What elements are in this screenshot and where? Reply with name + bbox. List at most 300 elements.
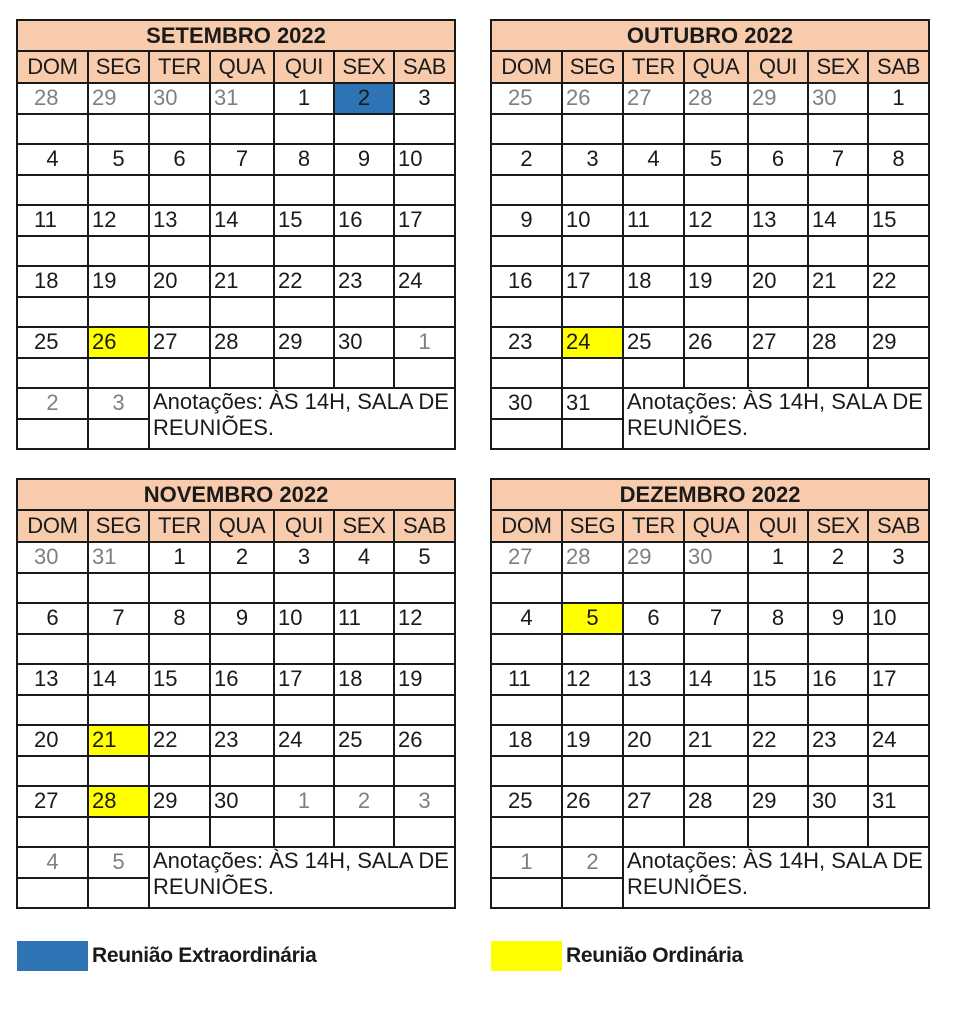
day-cell: 23 (808, 725, 868, 756)
day-cell: 7 (210, 144, 274, 175)
day-cell: 30 (684, 542, 748, 573)
weekday-header: SEX (808, 51, 868, 83)
day-cell: 17 (394, 205, 455, 236)
day-note-cell (868, 236, 929, 267)
day-note-cell (149, 817, 210, 848)
day-note-cell (334, 236, 394, 267)
day-note-cell (684, 358, 748, 389)
day-note-cell (868, 695, 929, 726)
day-note-cell (868, 175, 929, 206)
day-cell: 7 (88, 603, 149, 634)
day-note-cell (17, 695, 88, 726)
day-cell-ordinary: 28 (88, 786, 149, 817)
day-note-cell (623, 573, 684, 604)
day-cell: 23 (491, 327, 562, 358)
day-cell: 29 (623, 542, 684, 573)
day-note-cell (394, 634, 455, 665)
day-cell: 11 (623, 205, 684, 236)
day-note-cell (748, 817, 808, 848)
day-note-cell (623, 358, 684, 389)
day-note-cell (808, 175, 868, 206)
legend-extraordinary (17, 941, 316, 971)
day-cell: 28 (562, 542, 623, 573)
day-note-cell (88, 175, 149, 206)
day-cell: 4 (491, 603, 562, 634)
day-cell: 22 (868, 266, 929, 297)
weekday-header: QUA (210, 510, 274, 542)
day-note-cell (17, 573, 88, 604)
day-note-cell (274, 175, 334, 206)
day-cell: 6 (149, 144, 210, 175)
day-note-cell (491, 358, 562, 389)
day-note-cell (17, 175, 88, 206)
day-note-cell (562, 358, 623, 389)
day-cell: 4 (334, 542, 394, 573)
weekday-header: DOM (17, 51, 88, 83)
day-note-cell (210, 634, 274, 665)
day-note-cell (17, 358, 88, 389)
day-note-cell (562, 236, 623, 267)
day-note-cell (684, 175, 748, 206)
day-note-cell (623, 817, 684, 848)
day-cell: 10 (394, 144, 455, 175)
day-cell: 15 (274, 205, 334, 236)
day-note-cell (684, 817, 748, 848)
day-cell: 1 (274, 786, 334, 817)
day-note-cell (623, 175, 684, 206)
day-cell: 19 (88, 266, 149, 297)
day-note-cell (394, 236, 455, 267)
day-cell: 22 (149, 725, 210, 756)
day-cell: 28 (808, 327, 868, 358)
day-cell-ordinary: 5 (562, 603, 623, 634)
day-note-cell (274, 756, 334, 787)
day-note-cell (88, 573, 149, 604)
weekday-header: SAB (394, 510, 455, 542)
calendar-grid (490, 478, 930, 909)
day-note-cell (748, 236, 808, 267)
day-cell: 3 (274, 542, 334, 573)
notes-cell: Anotações: ÀS 14H, SALA DE REUNIÕES. (623, 847, 929, 908)
day-note-cell (808, 817, 868, 848)
day-note-cell (88, 114, 149, 145)
day-note-cell (334, 695, 394, 726)
day-cell: 11 (491, 664, 562, 695)
day-note-cell (748, 358, 808, 389)
day-cell: 3 (562, 144, 623, 175)
day-note-cell (210, 236, 274, 267)
day-cell: 30 (808, 786, 868, 817)
day-cell: 27 (491, 542, 562, 573)
day-cell: 3 (868, 542, 929, 573)
day-note-cell (623, 634, 684, 665)
weekday-header: DOM (491, 51, 562, 83)
day-cell: 18 (17, 266, 88, 297)
day-note-cell (684, 236, 748, 267)
day-note-cell (491, 297, 562, 328)
weekday-header: SEG (562, 51, 623, 83)
day-note-cell (88, 634, 149, 665)
day-note-cell (88, 358, 149, 389)
day-cell: 1 (149, 542, 210, 573)
day-note-cell (88, 878, 149, 909)
day-cell: 28 (17, 83, 88, 114)
day-note-cell (394, 695, 455, 726)
weekday-header: SAB (868, 510, 929, 542)
day-cell: 14 (88, 664, 149, 695)
day-cell: 25 (623, 327, 684, 358)
day-cell: 1 (394, 327, 455, 358)
day-cell: 23 (210, 725, 274, 756)
day-cell: 29 (868, 327, 929, 358)
day-cell: 9 (334, 144, 394, 175)
day-note-cell (748, 175, 808, 206)
day-cell: 27 (623, 786, 684, 817)
day-note-cell (17, 817, 88, 848)
day-note-cell (623, 297, 684, 328)
day-note-cell (808, 114, 868, 145)
weekday-header: QUI (748, 510, 808, 542)
day-note-cell (274, 297, 334, 328)
day-cell: 3 (394, 83, 455, 114)
day-note-cell (491, 878, 562, 909)
day-cell-ordinary: 21 (88, 725, 149, 756)
day-cell: 14 (684, 664, 748, 695)
day-note-cell (491, 695, 562, 726)
day-note-cell (334, 634, 394, 665)
day-cell: 2 (17, 388, 88, 419)
day-note-cell (491, 817, 562, 848)
day-cell: 25 (17, 327, 88, 358)
day-cell: 19 (684, 266, 748, 297)
weekday-header: TER (623, 51, 684, 83)
weekday-header: SAB (394, 51, 455, 83)
day-note-cell (808, 236, 868, 267)
day-note-cell (274, 573, 334, 604)
weekday-header: QUI (274, 510, 334, 542)
day-cell: 5 (88, 847, 149, 878)
day-note-cell (394, 297, 455, 328)
legend-extraordinary-label: Reunião Extraordinária (92, 944, 317, 967)
day-note-cell (748, 634, 808, 665)
day-cell: 30 (808, 83, 868, 114)
day-note-cell (562, 175, 623, 206)
extraordinary-color-swatch (17, 941, 88, 971)
day-note-cell (149, 634, 210, 665)
day-cell: 11 (334, 603, 394, 634)
day-cell: 31 (88, 542, 149, 573)
weekday-header: QUI (274, 51, 334, 83)
day-cell: 16 (334, 205, 394, 236)
legend-ordinary (491, 941, 743, 971)
month-title: SETEMBRO 2022 (17, 20, 455, 51)
day-cell: 7 (808, 144, 868, 175)
day-cell: 21 (684, 725, 748, 756)
day-note-cell (394, 756, 455, 787)
day-cell: 2 (491, 144, 562, 175)
day-note-cell (210, 114, 274, 145)
day-note-cell (17, 297, 88, 328)
day-note-cell (88, 419, 149, 450)
calendar-dezembro (490, 478, 928, 909)
day-cell: 9 (491, 205, 562, 236)
day-note-cell (149, 297, 210, 328)
day-cell: 20 (623, 725, 684, 756)
day-note-cell (17, 114, 88, 145)
day-note-cell (394, 573, 455, 604)
day-cell: 17 (562, 266, 623, 297)
day-note-cell (334, 297, 394, 328)
day-cell: 25 (491, 786, 562, 817)
day-note-cell (748, 756, 808, 787)
day-cell: 19 (562, 725, 623, 756)
day-note-cell (868, 756, 929, 787)
day-note-cell (808, 634, 868, 665)
day-note-cell (748, 695, 808, 726)
day-cell: 24 (394, 266, 455, 297)
day-note-cell (684, 756, 748, 787)
day-note-cell (562, 878, 623, 909)
day-cell: 18 (623, 266, 684, 297)
day-cell: 13 (149, 205, 210, 236)
weekday-header: SEX (334, 51, 394, 83)
day-cell: 10 (274, 603, 334, 634)
day-cell: 2 (210, 542, 274, 573)
day-note-cell (210, 358, 274, 389)
day-note-cell (210, 573, 274, 604)
day-note-cell (562, 297, 623, 328)
day-cell: 2 (334, 786, 394, 817)
ordinary-color-swatch (491, 941, 562, 971)
day-note-cell (394, 175, 455, 206)
day-note-cell (334, 817, 394, 848)
day-cell: 15 (748, 664, 808, 695)
day-cell: 31 (210, 83, 274, 114)
day-cell: 20 (17, 725, 88, 756)
day-note-cell (868, 634, 929, 665)
day-note-cell (334, 358, 394, 389)
day-note-cell (808, 297, 868, 328)
day-cell: 25 (334, 725, 394, 756)
day-cell: 10 (562, 205, 623, 236)
day-cell: 30 (491, 388, 562, 419)
day-note-cell (562, 573, 623, 604)
day-note-cell (491, 634, 562, 665)
legend-ordinary-label: Reunião Ordinária (566, 944, 743, 967)
day-cell: 29 (748, 83, 808, 114)
weekday-header: QUI (748, 51, 808, 83)
day-note-cell (491, 236, 562, 267)
day-cell: 8 (868, 144, 929, 175)
day-note-cell (334, 756, 394, 787)
day-cell: 29 (88, 83, 149, 114)
weekday-header: SEG (88, 510, 149, 542)
day-note-cell (623, 695, 684, 726)
day-note-cell (17, 878, 88, 909)
day-cell: 26 (394, 725, 455, 756)
day-note-cell (210, 817, 274, 848)
day-note-cell (808, 573, 868, 604)
day-note-cell (210, 297, 274, 328)
day-cell: 16 (808, 664, 868, 695)
day-cell: 29 (274, 327, 334, 358)
day-note-cell (684, 634, 748, 665)
day-note-cell (562, 114, 623, 145)
day-note-cell (274, 114, 334, 145)
day-cell: 2 (808, 542, 868, 573)
day-cell: 18 (334, 664, 394, 695)
day-cell-ordinary: 24 (562, 327, 623, 358)
day-cell: 22 (274, 266, 334, 297)
day-cell: 31 (868, 786, 929, 817)
day-cell: 15 (149, 664, 210, 695)
day-cell: 4 (17, 847, 88, 878)
day-cell: 11 (17, 205, 88, 236)
day-note-cell (274, 634, 334, 665)
day-note-cell (17, 236, 88, 267)
day-note-cell (274, 236, 334, 267)
weekday-header: SAB (868, 51, 929, 83)
day-cell: 24 (868, 725, 929, 756)
day-cell: 30 (334, 327, 394, 358)
day-note-cell (748, 297, 808, 328)
day-note-cell (491, 175, 562, 206)
day-note-cell (868, 573, 929, 604)
day-note-cell (274, 358, 334, 389)
day-cell: 27 (17, 786, 88, 817)
day-cell: 2 (562, 847, 623, 878)
day-cell: 13 (17, 664, 88, 695)
day-note-cell (394, 817, 455, 848)
day-note-cell (334, 573, 394, 604)
day-note-cell (88, 297, 149, 328)
day-cell: 15 (868, 205, 929, 236)
day-note-cell (684, 297, 748, 328)
day-cell: 1 (748, 542, 808, 573)
day-note-cell (17, 634, 88, 665)
day-note-cell (149, 695, 210, 726)
notes-cell: Anotações: ÀS 14H, SALA DE REUNIÕES. (149, 847, 455, 908)
day-note-cell (88, 756, 149, 787)
day-cell: 4 (17, 144, 88, 175)
weekday-header: QUA (210, 51, 274, 83)
weekday-header: SEX (808, 510, 868, 542)
month-title: DEZEMBRO 2022 (491, 479, 929, 510)
day-cell: 5 (394, 542, 455, 573)
day-note-cell (808, 756, 868, 787)
day-cell: 9 (210, 603, 274, 634)
day-note-cell (394, 114, 455, 145)
calendar-outubro (490, 19, 928, 450)
day-cell: 1 (491, 847, 562, 878)
day-cell: 6 (748, 144, 808, 175)
calendar-grid (16, 478, 456, 909)
day-cell: 8 (748, 603, 808, 634)
day-note-cell (394, 358, 455, 389)
day-cell: 13 (748, 205, 808, 236)
day-cell: 30 (149, 83, 210, 114)
calendar-grid (16, 19, 456, 450)
day-cell: 20 (748, 266, 808, 297)
day-cell: 25 (491, 83, 562, 114)
month-title: NOVEMBRO 2022 (17, 479, 455, 510)
day-cell: 7 (684, 603, 748, 634)
weekday-header: QUA (684, 51, 748, 83)
day-note-cell (149, 756, 210, 787)
day-cell-ordinary: 26 (88, 327, 149, 358)
day-note-cell (868, 297, 929, 328)
day-note-cell (149, 358, 210, 389)
day-note-cell (334, 114, 394, 145)
weekday-header: TER (623, 510, 684, 542)
day-note-cell (17, 419, 88, 450)
day-note-cell (868, 817, 929, 848)
weekday-header: QUA (684, 510, 748, 542)
day-cell: 6 (17, 603, 88, 634)
day-cell-extraordinary: 2 (334, 83, 394, 114)
day-note-cell (562, 756, 623, 787)
day-note-cell (684, 114, 748, 145)
day-cell: 8 (149, 603, 210, 634)
day-note-cell (748, 114, 808, 145)
day-cell: 8 (274, 144, 334, 175)
day-cell: 31 (562, 388, 623, 419)
day-note-cell (274, 817, 334, 848)
day-cell: 27 (149, 327, 210, 358)
day-cell: 3 (394, 786, 455, 817)
day-note-cell (562, 419, 623, 450)
day-cell: 24 (274, 725, 334, 756)
day-note-cell (334, 175, 394, 206)
day-note-cell (17, 756, 88, 787)
day-cell: 20 (149, 266, 210, 297)
day-cell: 16 (491, 266, 562, 297)
day-note-cell (808, 358, 868, 389)
day-note-cell (88, 817, 149, 848)
day-note-cell (491, 114, 562, 145)
day-note-cell (808, 695, 868, 726)
weekday-header: SEG (88, 51, 149, 83)
day-cell: 9 (808, 603, 868, 634)
day-note-cell (562, 695, 623, 726)
notes-cell: Anotações: ÀS 14H, SALA DE REUNIÕES. (149, 388, 455, 449)
day-note-cell (210, 695, 274, 726)
day-cell: 26 (684, 327, 748, 358)
weekday-header: TER (149, 51, 210, 83)
day-cell: 12 (394, 603, 455, 634)
day-cell: 12 (562, 664, 623, 695)
day-cell: 13 (623, 664, 684, 695)
day-note-cell (623, 756, 684, 787)
day-note-cell (491, 419, 562, 450)
day-cell: 14 (808, 205, 868, 236)
day-note-cell (868, 358, 929, 389)
weekday-header: SEG (562, 510, 623, 542)
day-cell: 23 (334, 266, 394, 297)
day-note-cell (684, 573, 748, 604)
day-note-cell (210, 756, 274, 787)
day-cell: 5 (684, 144, 748, 175)
day-cell: 27 (623, 83, 684, 114)
day-note-cell (149, 114, 210, 145)
day-cell: 27 (748, 327, 808, 358)
day-note-cell (562, 634, 623, 665)
day-cell: 26 (562, 83, 623, 114)
day-cell: 16 (210, 664, 274, 695)
day-note-cell (210, 175, 274, 206)
weekday-header: DOM (491, 510, 562, 542)
day-cell: 17 (868, 664, 929, 695)
